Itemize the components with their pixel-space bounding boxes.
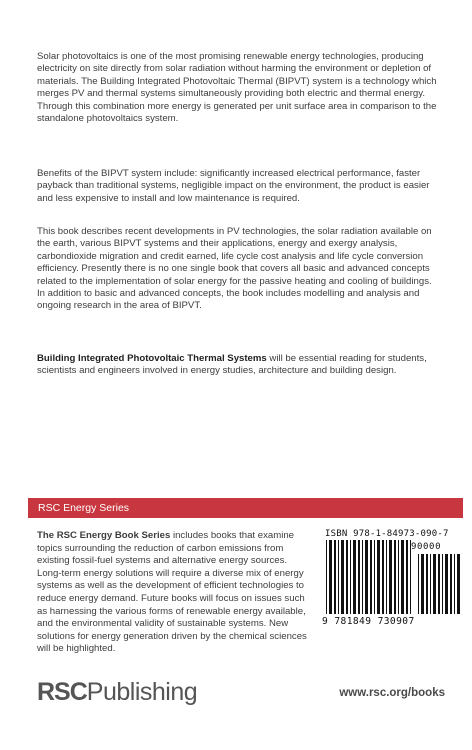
series-description-lead: The RSC Energy Book Series bbox=[37, 530, 171, 541]
blurb-paragraph-4-rest: will be essential reading for students, scientists and engineers involved in energy studies, architecture and building design. bbox=[37, 353, 427, 377]
barcode-image bbox=[324, 540, 464, 616]
book-title-bold: Building Integrated Photovoltaic Thermal Systems bbox=[37, 353, 267, 364]
series-banner-label: RSC Energy Series bbox=[38, 502, 130, 514]
series-banner bbox=[28, 498, 463, 518]
website-link[interactable]: www.rsc.org/books bbox=[339, 687, 445, 699]
barcode-addon-digits: 90000 bbox=[411, 542, 442, 552]
series-description bbox=[37, 530, 310, 656]
rsc-publishing-logo bbox=[37, 677, 197, 707]
barcode-digits: 9 781849 730907 bbox=[322, 616, 415, 627]
isbn-label: ISBN 978-1-84973-090-7 bbox=[325, 529, 449, 539]
logo-publishing: Publishing bbox=[86, 678, 198, 706]
blurb-paragraph-3: This book describes recent developments in PV technologies, the solar radiation available on the earth, various BIPVT systems and their applications, energy and exergy analysis, carbondioxide migration and credit earned, life cycle cost analysis and life cycle conversion efficiency. Presently there is no one single book that covers all basic and advanced concepts related to the implementation of solar energy for the passive heating and cooling of buildings. In addition to basic and advanced concepts, the book includes modelling and analysis and ongoing research in the area of BIPVT. bbox=[37, 226, 432, 312]
blurb-paragraph-1: Solar photovoltaics is one of the most promising renewable energy technologies, producing electricity on site directly from solar radiation without harming the environment or depletion of materials. The Building Integrated Photovoltaic Thermal (BIPVT) system is a technology which merges PV and thermal systems simultaneously providing both electric and thermal energy. Through this combination more energy is generated per unit surface area in comparison to the standalone photovoltaics system. bbox=[37, 51, 437, 125]
blurb-paragraph-2: Benefits of the BIPVT system include: significantly increased electrical performance, faster payback than traditional systems, negligible impact on the environment, the product is easier and less expensive to install and low maintenance is required. bbox=[37, 168, 430, 204]
series-description-rest: includes books that examine topics surrounding the reduction of carbon emissions from existing fossil-fuel systems and alternative energy sources. Long-term energy solutions will require a diverse mix of energy systems as well as the development of efficient technologies to reduce energy demand. Future books will focus on issues such as harnessing the various forms of renewable energy available, and the environmental validity of sustainable systems. New solutions for energy generation driven by the chemical sciences will be highlighted. bbox=[37, 530, 307, 655]
blurb-paragraph-4 bbox=[37, 353, 442, 378]
logo-rsc: RSC bbox=[37, 678, 87, 706]
